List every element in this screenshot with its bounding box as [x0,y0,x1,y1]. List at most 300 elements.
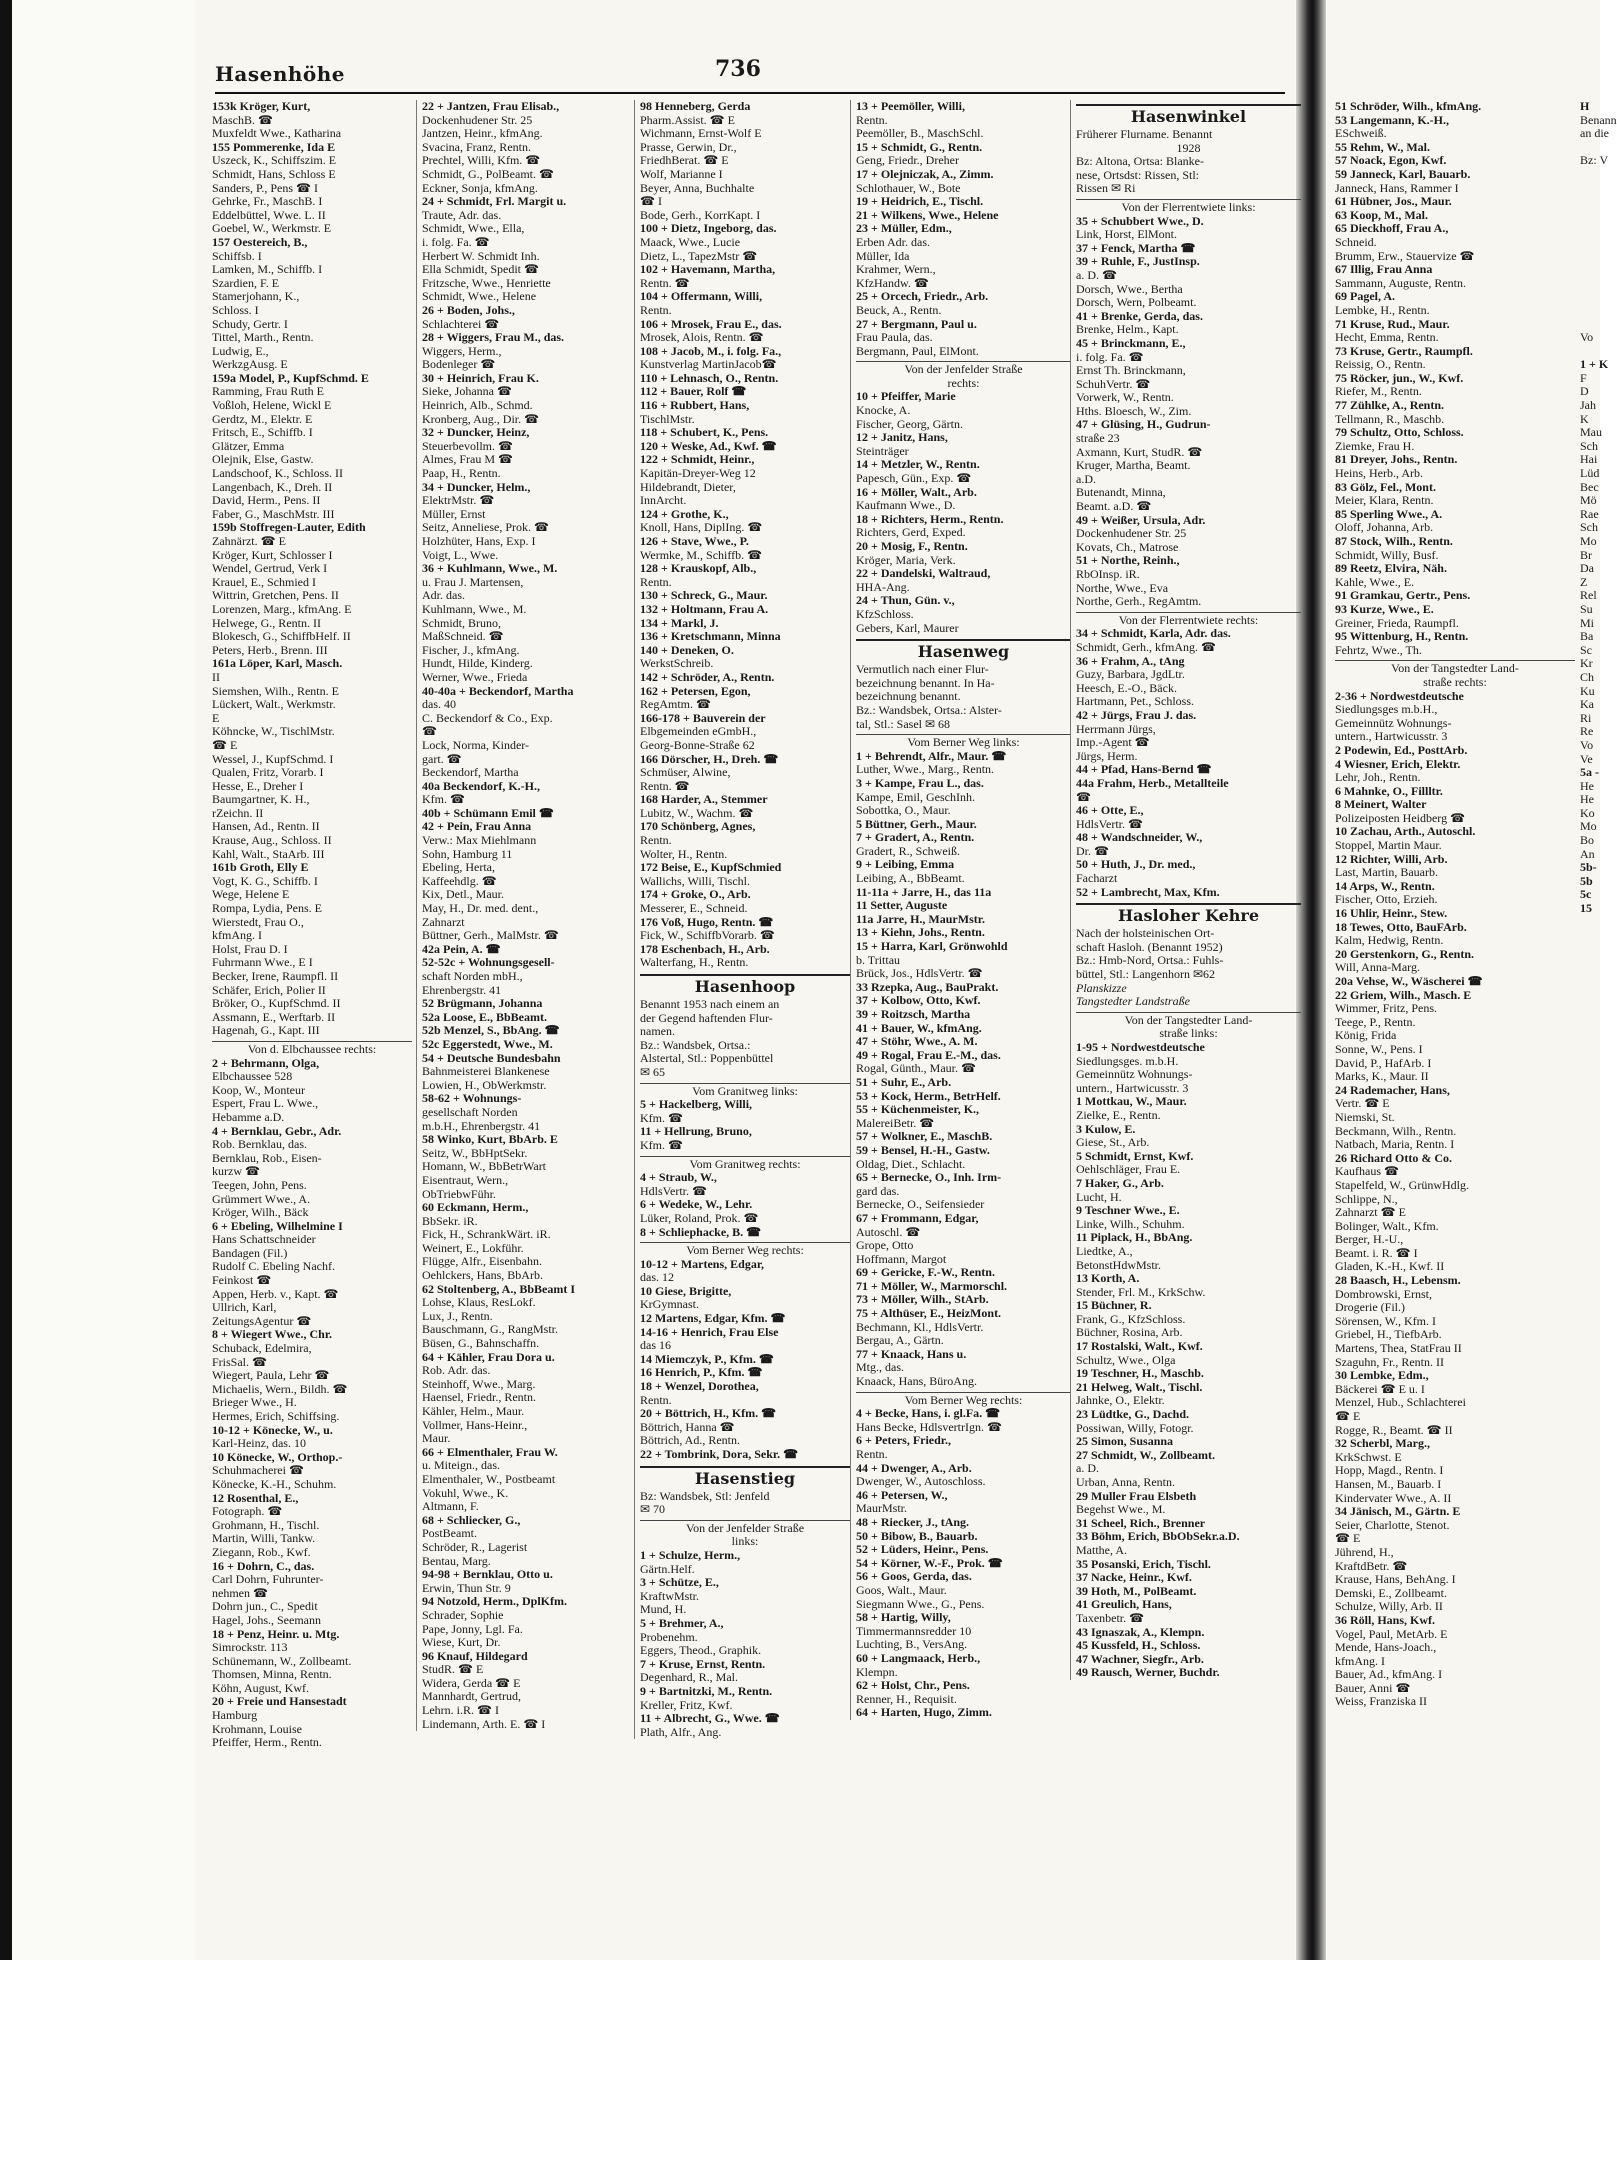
directory-line: Fischer, J., kfmAng. [422,642,520,657]
directory-line: Seitz, W., BbHptSekr. [422,1145,528,1160]
directory-line: Appen, Herb. v., Kapt. ☎ [212,1286,339,1301]
directory-line: Teege, P., Rentn. [1335,1014,1416,1029]
section-heading: Von der Tangstedter Land- [1076,1012,1301,1028]
directory-line: Maack, Wwe., Lucie [640,234,741,249]
directory-line: Bec [1580,479,1599,494]
directory-line: Fotograph. ☎ [212,1504,283,1519]
address-entry: 19 + Heidrich, E., Tischl. [856,194,984,209]
directory-line: Kreller, Fritz, Kwf. [640,1697,733,1712]
directory-line: Hoffmann, Margot [856,1251,947,1266]
directory-line: Papesch, Gün., Exp. ☎ [856,471,972,486]
address-entry: 12 Richter, Willi, Arb. [1335,851,1448,866]
directory-line: Wiegert, Paula, Lehr ☎ [212,1368,330,1383]
section-heading: Vom Granitweg links: [640,1083,850,1099]
address-entry: 34 + Schmidt, Karla, Adr. das. [1076,626,1231,641]
directory-line: Oehlckers, Hans, BbArb. [422,1268,543,1283]
address-entry: 77 Zühlke, A., Rentn. [1335,398,1445,413]
directory-line: der Gegend haftenden Flur- [640,1010,773,1025]
address-entry: 51 + Northe, Reinh., [1076,553,1180,568]
directory-line: Brumm, Erw., Stauervize ☎ [1335,248,1475,263]
address-entry: 69 + Gericke, F.-W., Rentn. [856,1265,995,1280]
directory-line: Feinkost ☎ [212,1273,272,1288]
address-entry: 56 + Goos, Gerda, das. [856,1569,972,1584]
address-entry: 75 Röcker, jun., W., Kwf. [1335,370,1464,385]
directory-line: Holst, Frau D. I [212,941,288,956]
directory-line: Beuck, A., Rentn. [856,302,942,317]
directory-line: Ehrenbergstr. 41 [422,982,502,997]
directory-line: Müller, Ida [856,248,910,263]
directory-column-6 [1335,100,1575,1709]
directory-line: ☎ [1076,789,1091,804]
address-entry: 104 + Offermann, Willi, [640,289,763,304]
address-entry: 2-36 + Nordwestdeutsche [1335,688,1464,703]
address-entry: 52 + Lüders, Heinr., Pens. [856,1542,989,1557]
directory-line: Svacina, Franz, Rentn. [422,139,531,154]
directory-line: Kahle, Wwe., E. [1335,574,1415,589]
directory-line: tal, Stl.: Sasel ✉ 68 [856,716,951,731]
directory-line: nese, Ortsdst: Rissen, Stl: [1076,167,1200,182]
directory-line: Hagenah, G., Kapt. III [212,1023,320,1038]
directory-line: Espert, Frau L. Wwe., [212,1096,319,1111]
directory-line: Qualen, Fritz, Vorarb. I [212,765,324,780]
directory-line: Kovats, Ch., Matrose [1076,539,1179,554]
directory-line: Taxenbetr. ☎ [1076,1610,1145,1625]
directory-line: Sch [1580,438,1598,453]
address-entry: 68 + Schliecker, G., [422,1512,521,1527]
directory-line: a. D. [1076,1461,1099,1476]
address-entry: 14 + Metzler, W., Rentn. [856,457,980,472]
directory-line: Hermes, Erich, Schiffsing. [212,1409,340,1423]
directory-line: Kröger, Kurt, Schlosser I [212,547,333,562]
address-entry: 58 + Hartig, Willy, [856,1610,951,1625]
directory-line: Muxfeldt Wwe., Katharina [212,126,342,141]
street-heading: Hasloher Kehre [1076,903,1301,927]
directory-line: a. D. ☎ [1076,267,1117,282]
directory-line: Weinert, E., Lokführ. [422,1240,524,1255]
directory-line [1580,263,1600,277]
directory-line: Lehr, Joh., Rentn. [1335,770,1421,785]
directory-line: Richters, Gerd, Exped. [856,525,966,540]
directory-line: Kruger, Martha, Beamt. [1076,458,1191,473]
directory-line: Maur. [422,1431,451,1446]
directory-line: Elmenthaler, W., Postbeamt [422,1471,556,1486]
address-entry: 17 + Olejniczak, A., Zimm. [856,166,994,181]
directory-line: Gemeinnütz Wohnungs- [1076,1067,1193,1082]
directory-line: Benann [1580,112,1617,127]
address-entry: 21 Helweg, Walt., Tischl. [1076,1379,1203,1394]
address-entry: 5 Schmidt, Ernst, Kwf. [1076,1148,1194,1163]
directory-line: Adr. das. [422,588,465,603]
directory-line: Rogge, R., Beamt. ☎ II [1335,1422,1453,1437]
address-entry: 87 Stock, Wilh., Rentn. [1335,534,1453,548]
address-entry: 9 + Leibing, Emma [856,857,955,872]
directory-line: Jah [1580,398,1596,413]
directory-line: Ch [1580,669,1595,684]
address-entry: 16 Henrich, P., Kfm. ☎ [640,1365,763,1380]
directory-line: Rentn. [856,112,888,127]
directory-line: b. Trittau [856,952,901,967]
address-entry: 50 + Bibow, B., Bauarb. [856,1528,978,1543]
directory-line: Dietz, L., TapezMstr ☎ [640,248,758,263]
directory-line: Mau [1580,425,1602,440]
directory-line: Dombrowski, Ernst, [1335,1286,1432,1301]
directory-line: Kahl, Walt., StaArb. III [212,846,325,861]
street-heading: Hasenweg [856,639,1071,663]
directory-line: Gradert, R., Schweiß. [856,843,960,858]
address-entry: 12 Rosenthal, E., [212,1490,299,1505]
directory-line: StudR. ☎ E [422,1662,484,1677]
directory-line: Krause, Aug., Schloss. II [212,833,332,848]
directory-line: Sieke, Johanna ☎ [422,384,512,399]
directory-line: Mtg., das. [856,1360,904,1375]
address-entry: 51 Schröder, Wilh., kfmAng. [1335,99,1482,113]
directory-line: Planskizze [1076,980,1127,995]
directory-line: Gladen, K.-H., Kwf. II [1335,1259,1445,1274]
directory-line: Oldag, Diet., Schlacht. [856,1156,966,1171]
directory-line: Heins, Herb., Arb. [1335,466,1423,481]
directory-line: Su [1580,601,1593,616]
address-entry: 10-12 + Martens, Edgar, [640,1256,765,1271]
page-number: 736 [715,56,761,82]
directory-line: Rentn. ☎ [640,275,690,290]
address-entry: 161a Löper, Karl, Masch. [212,656,343,671]
directory-line: ☎ E [212,737,238,752]
directory-line: Leibing, A., BbBeamt. [856,871,965,886]
address-entry: 20a Vehse, W., Wäscherei ☎ [1335,974,1483,988]
directory-line: David, Herm., Pens. II [212,493,321,508]
address-entry: 45 Kussfeld, H., Schloss. [1076,1638,1201,1653]
directory-line: Szardien, F. E [212,275,280,290]
directory-line: Sobottka, O., Maur. [856,803,951,818]
address-entry: 40-40a + Beckendorf, Martha [422,683,574,698]
address-entry: 40a Beckendorf, K.-H., [422,778,540,793]
directory-line: Büsen, G., Bahnschaffn. [422,1336,540,1351]
directory-line: Prechtel, Willi, Kfm. ☎ [422,153,541,168]
address-entry: 89 Reetz, Elvira, Näh. [1335,561,1447,576]
address-entry: 65 Dieckhoff, Frau A., [1335,221,1449,236]
directory-line: Baumgartner, K. H., [212,792,310,807]
directory-line: Kr [1580,656,1593,671]
directory-line: Stamerjohann, K., [212,289,300,304]
address-entry: 36 + Kuhlmann, Wwe., M. [422,561,558,576]
directory-line: Krahmer, Wern., [856,262,936,277]
address-entry: 36 Röll, Hans, Kwf. [1335,1612,1436,1627]
directory-line: Sonne, W., Pens. I [1335,1041,1423,1056]
directory-line: Siegmann Wwe., G., Pens. [856,1596,985,1611]
directory-line: Wittrin, Gretchen, Pens. II [212,588,339,603]
directory-line: Carl Dohrn, Fuhrunter- [212,1572,324,1587]
address-entry: 6 + Wedeke, W., Lehr. [640,1197,753,1212]
address-entry: 24 + Schmidt, Frl. Margit u. [422,194,567,209]
section-heading: Von der Tangstedter Land- [1335,660,1575,676]
directory-line: Bahnmeisterei Blankenese [422,1064,550,1079]
directory-line: HHA-Ang. [856,579,910,594]
street-heading: Hasenwinkel [1076,104,1301,128]
address-entry: 65 + Bernecke, O., Inh. Irm- [856,1170,1002,1185]
directory-line: KrkSchwst. E [1335,1449,1402,1464]
directory-line: ElektrMstr. ☎ [422,493,495,508]
directory-line: He [1580,778,1594,793]
directory-line: links: [731,1534,759,1549]
directory-line: Bode, Gerh., KorrKapt. I [640,207,761,222]
directory-line: MaßSchneid. ☎ [422,629,504,644]
directory-line: KraftwMstr. [640,1588,699,1603]
address-entry: 28 Baasch, H., Lebensm. [1335,1273,1461,1288]
directory-line: Dwenger, W., Autoschloss. [856,1474,986,1489]
address-entry: 42a Pein, A. ☎ [422,941,501,956]
address-entry: 49 + Weißer, Ursula, Adr. [1076,512,1206,527]
directory-line: Rentn. [856,1447,888,1461]
directory-column-3 [634,100,850,1739]
address-entry: 20 + Mosig, F., Rentn. [856,539,968,553]
directory-line: Zahnarzt [422,914,465,929]
address-entry: 2 + Behrmann, Olga, [212,1055,320,1070]
address-entry: 16 + Möller, Walt., Arb. [856,484,977,499]
address-entry: 42 + Jürgs, Frau J. das. [1076,707,1197,722]
address-entry: 161b Groth, Elly E [212,860,309,875]
address-entry: 126 + Stave, Wwe., P. [640,534,749,548]
address-entry: 24 + Thun, Gün. v., [856,593,955,608]
address-entry: 10 Giese, Brigitte, [640,1283,732,1298]
directory-line: Tellmann, R., Maschb. [1335,411,1445,426]
address-entry: 11-11a + Jarre, H., das 11a [856,884,992,899]
address-entry: 5b [1580,873,1593,888]
directory-line: Bauschmann, G., RangMstr. [422,1322,558,1337]
address-entry: 11 + Hellrung, Bruno, [640,1124,752,1139]
directory-line: schaft Hasloh. (Benannt 1952) [1076,939,1223,954]
address-entry: 31 Scheel, Rich., Brenner [1076,1515,1206,1530]
directory-line: Oloff, Johanna, Arb. [1335,520,1434,535]
directory-line: Fick, W., SchiffbVorarb. ☎ [640,928,775,943]
directory-line: Fehrtz, Wwe., Th. [1335,642,1422,657]
directory-line: Hths. Bloesch, W., Zim. [1076,403,1192,418]
address-entry: 41 + Brenke, Gerda, das. [1076,308,1203,323]
directory-line: Rentn. [640,574,672,589]
directory-line: KrGymnast. [640,1297,699,1312]
address-entry: 11a Jarre, H., MaurMstr. [856,911,985,926]
address-entry: 60 Eckmann, Herm., [422,1200,529,1215]
directory-line: Hamburg [212,1708,258,1723]
address-entry: 153k Kröger, Kurt, [212,99,311,113]
address-entry: 53 Langemann, K.-H., [1335,112,1450,127]
directory-line: ☎ I [640,194,662,209]
directory-line: Bodenleger ☎ [422,357,496,372]
directory-line: Northe, Wwe., Eva [1076,580,1169,595]
directory-line: u. Frau J. Martensen, [422,574,524,589]
directory-line: Pape, Jonny, Lgl. Fa. [422,1621,523,1636]
street-heading: Hasenhoop [640,974,850,998]
directory-line: BbSekr. iR. [422,1213,478,1228]
directory-line: Seier, Charlotte, Stenot. [1335,1517,1450,1532]
directory-line [1580,290,1600,304]
directory-line: Lowien, H., ObWerkmstr. [422,1077,547,1092]
directory-line: Eddelbüttel, Wwe. L. II [212,207,326,222]
address-entry: 67 Illig, Frau Anna [1335,262,1433,277]
address-entry: 14-16 + Henrich, Frau Else [640,1324,779,1339]
directory-line: Hundt, Hilde, Kinderg. [422,656,533,671]
directory-line: Kfm. ☎ [640,1110,683,1125]
address-entry: 41 Greulich, Hans, [1076,1597,1172,1612]
address-entry: 13 + Kiehn, Johs., Rentn. [856,925,985,940]
directory-line: Bechmann, Kl., HdlsVertr. [856,1319,984,1334]
address-entry: 155 Pommerenke, Ida E [212,139,336,154]
address-entry: 132 + Holtmann, Frau A. [640,601,769,616]
address-entry: 10 Könecke, W., Orthop.- [212,1449,343,1464]
address-entry: 66 + Elmenthaler, Frau W. [422,1444,558,1459]
address-entry: 8 Meinert, Walter [1335,797,1427,812]
directory-line: untern., Hartwicusstr. 3 [1335,729,1448,744]
address-entry: 15 + Schmidt, G., Rentn. [856,139,983,154]
directory-line: gart. ☎ [422,751,462,766]
address-entry: 5a - [1580,765,1599,780]
directory-line: Bz.: Wandsbek, Ortsa.: Alster- [856,702,1002,717]
directory-line: Jührend, H., [1335,1544,1394,1559]
address-entry: 9 + Bartnitzki, M., Rentn. [640,1683,773,1698]
section-heading: Von der Flerrentwiete rechts: [1076,612,1301,628]
directory-line: Schlippe, N., [1335,1191,1398,1206]
address-entry: 81 Dreyer, Johs., Rentn. [1335,452,1458,467]
directory-line: Gerdtz, M., Elektr. E [212,411,313,426]
directory-line: Schmüser, Alwine, [640,765,731,780]
address-entry: 1 + Schulze, Herm., [640,1547,741,1562]
address-entry: 44 + Dwenger, A., Arb. [856,1460,972,1475]
address-entry: 49 + Rogal, Frau E.-M., das. [856,1047,1001,1062]
directory-line: kfmAng. I [1335,1653,1385,1668]
address-entry: 52 Brügmann, Johanna [422,996,543,1011]
address-entry: 34 + Duncker, Helm., [422,479,531,494]
address-entry: 26 + Boden, Johs., [422,302,515,317]
directory-line: Zahnarzt ☎ E [1335,1205,1406,1220]
directory-line: Kfm. ☎ [640,1137,683,1152]
directory-line: Luther, Wwe., Marg., Rentn. [856,762,995,777]
address-entry: 39 Hoth, M., PolBeamt. [1076,1583,1197,1598]
address-entry: 170 Schönberg, Agnes, [640,819,756,834]
directory-line: namen. [640,1024,675,1039]
directory-line: Rentn. [640,1392,672,1407]
address-entry: 15 Büchner, R. [1076,1298,1152,1313]
directory-line [1580,195,1600,209]
address-entry: 52 + Lambrecht, Max, Kfm. [1076,884,1220,899]
directory-line: KfzHandw. ☎ [856,275,929,290]
address-entry: 73 Kruse, Gertr., Raumpfl. [1335,343,1473,358]
directory-line: Rel [1580,588,1597,603]
address-entry: 37 + Kolbow, Otto, Kwf. [856,993,981,1008]
directory-line [1580,304,1600,318]
directory-line: Schlothauer, W., Bote [856,180,961,195]
directory-line: Lubitz, W., Wachm. ☎ [640,805,754,820]
directory-line: MaschB. ☎ [212,112,273,127]
directory-line: Schäfer, Erich, Polier II [212,982,326,997]
directory-line: Northe, Gerh., RegAmtm. [1076,594,1202,609]
directory-line: Schulze, Willy, Arb. II [1335,1599,1443,1614]
directory-line: Vo [1580,737,1594,752]
address-entry: 60 + Langmaack, Herb., [856,1650,981,1665]
directory-line: II [212,669,220,684]
directory-line: Goebel, W., Werkmstr. E [212,221,332,236]
section-heading: Von der Jenfelder Straße [856,361,1071,377]
section-heading: Vom Berner Weg rechts: [640,1242,850,1258]
address-entry: 159b Stoffregen-Lauter, Edith [212,520,366,535]
directory-line: Holzhüter, Hans, Exp. I [422,534,536,548]
directory-line: RegAmtm. ☎ [640,697,711,712]
directory-line: Vo [1580,330,1594,345]
address-entry: 166 Dörscher, H., Dreh. ☎ [640,751,779,766]
directory-line: Martin, Willi, Tankw. [212,1531,316,1546]
address-entry: 4 + Straub, W., [640,1170,717,1185]
directory-line: Bolinger, Walt., Kfm. [1335,1218,1439,1233]
directory-line: Drogerie (Fil.) [1335,1300,1405,1315]
directory-line: FrisSal. ☎ [212,1354,267,1369]
directory-line: Vorwerk, W., Rentn. [1076,390,1174,405]
directory-line: HdlsVertr. ☎ [1076,816,1143,831]
directory-line: WerkstSchreib. [640,656,714,671]
address-entry: 77 + Knaack, Hans u. [856,1346,967,1361]
directory-line: gard das. [856,1183,900,1198]
address-entry: 116 + Rubbert, Hans, [640,398,750,413]
address-entry: 62 Stoltenberg, A., BbBeamt I [422,1281,575,1296]
directory-line: rechts: [947,375,980,390]
directory-line: das. 40 [422,697,456,712]
directory-line: An [1580,846,1595,861]
directory-line: Pfeiffer, Herm., Rentn. [212,1735,322,1750]
directory-line: Haensel, Friedr., Rentn. [422,1390,536,1405]
directory-line: Lüd [1580,466,1600,481]
directory-line: Assmann, E., Werftarb. II [212,1009,336,1024]
directory-line: Müller, Ernst [422,506,486,521]
directory-line: Olejnik, Else, Gastw. [212,452,314,467]
directory-line: Bentau, Marg. [422,1553,491,1568]
directory-line: MaurMstr. [856,1501,907,1516]
directory-line: ☎ E [1335,1531,1361,1546]
directory-line: Büttner, Gerh., MalMstr. ☎ [422,928,559,943]
directory-line: Bz.: Hmb-Nord, Ortsa.: Fuhls- [1076,953,1224,968]
directory-line: Alstertal, Stl.: Poppenbüttel [640,1051,774,1066]
address-entry: 15 + Harra, Karl, Grönwohld [856,939,1008,954]
address-entry: 39 + Ruhle, F., JustInsp. [1076,254,1200,269]
directory-line: Kronberg, Aug., Dir. ☎ [422,411,540,426]
directory-line: Link, Horst, ElMont. [1076,227,1177,242]
directory-column-7 [1580,99,1617,916]
directory-line: Natbach, Maria, Rentn. I [1335,1137,1455,1152]
directory-line: i. folg. Fa. ☎ [422,234,490,249]
directory-line: Stoppel, Martin Maur. [1335,838,1442,853]
directory-line: u. Miteign., das. [422,1458,500,1473]
directory-line [1580,182,1600,196]
address-entry: 7 + Gradert, A., Rentn. [856,830,975,845]
directory-line: Ziemke, Frau H. [1335,438,1415,453]
address-entry: 174 + Groke, O., Arb. [640,887,751,902]
address-entry: 23 Lüdtke, G., Dachd. [1076,1407,1190,1422]
directory-line: Stender, Frl. M., KrkSchw. [1076,1284,1206,1299]
directory-line: Schrader, Sophie [422,1607,504,1622]
directory-line: FriedhBerat. ☎ E [640,153,729,168]
directory-line: m.b.H., Ehrenbergstr. 41 [422,1118,541,1133]
directory-line: ✉ 70 [640,1502,666,1517]
directory-line: Riefer, M., Rentn. [1335,384,1422,399]
directory-line: Janneck, Hans, Rammer I [1335,180,1459,195]
address-entry: 51 + Suhr, E., Arb. [856,1074,952,1089]
directory-line: Gärtn.Helf. [640,1561,695,1576]
address-entry: 4 Wiesner, Erich, Elektr. [1335,756,1461,771]
directory-line: TischlMstr. [640,411,695,426]
address-entry: 11 + Albrecht, G., Wwe. ☎ [640,1711,780,1726]
directory-line: Wege, Helene E [212,887,290,902]
address-entry: 13 Korth, A. [1076,1271,1140,1286]
directory-line: untern., Hartwicusstr. 3 [1076,1080,1189,1095]
address-entry: 69 Pagel, A. [1335,289,1395,304]
directory-line: Beamt. a.D. ☎ [1076,499,1152,514]
address-entry: 83 Gölz, Fel., Mont. [1335,479,1436,494]
